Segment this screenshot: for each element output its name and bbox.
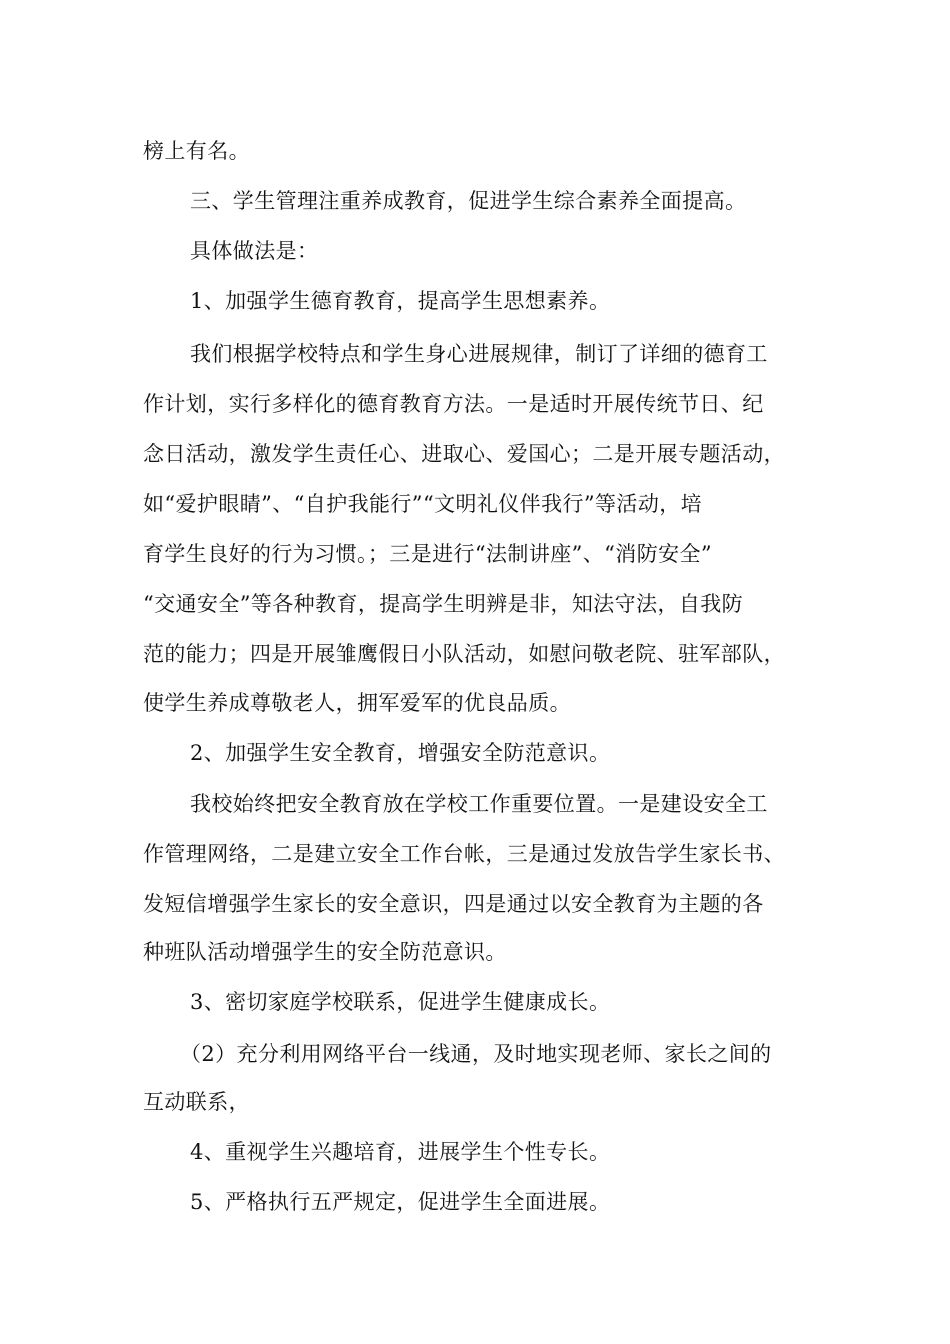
paragraph-line: （2）充分利用网络平台一线通，及时地实现老师、家长之间的	[180, 1042, 772, 1066]
paragraph-line: 具体做法是：	[190, 239, 319, 263]
paragraph-line: 发短信增强学生家长的安全意识，四是通过以安全教育为主题的各	[143, 892, 764, 916]
paragraph-line: “交通安全”等各种教育，提高学生明辨是非，知法守法，自我防	[143, 592, 744, 616]
paragraph-line: 育学生良好的行为习惯。；三是进行“法制讲座”、“消防安全”	[143, 542, 713, 566]
paragraph-line: 如“爱护眼睛”、“自护我能行”“文明礼仪伴我行”等活动，培	[143, 492, 703, 516]
paragraph-line: 使学生养成尊敬老人，拥军爱军的优良品质。	[143, 691, 571, 715]
item-heading: 3、密切家庭学校联系，促进学生健康成长。	[190, 990, 611, 1014]
paragraph-line: 种班队活动增强学生的安全防范意识。	[143, 940, 507, 964]
item-heading: 4、重视学生兴趣培育，进展学生个性专长。	[190, 1140, 611, 1164]
paragraph-line: 我校始终把安全教育放在学校工作重要位置。一是建设安全工	[190, 792, 768, 816]
paragraph-line: 榜上有名。	[143, 139, 250, 163]
item-heading: 1、加强学生德育教育，提高学生思想素养。	[190, 289, 611, 313]
paragraph-line: 范的能力；四是开展雏鹰假日小队活动，如慰问敬老院、驻军部队，	[143, 642, 785, 666]
paragraph-line: 互动联系，	[143, 1090, 250, 1114]
section-heading: 三、学生管理注重养成教育，促进学生综合素养全面提高。	[190, 189, 747, 213]
item-heading: 2、加强学生安全教育，增强安全防范意识。	[190, 741, 611, 765]
paragraph-line: 念日活动，激发学生责任心、进取心、爱国心；二是开展专题活动，	[143, 442, 785, 466]
item-heading: 5、严格执行五严规定，促进学生全面进展。	[190, 1190, 611, 1214]
paragraph-line: 作计划，实行多样化的德育教育方法。一是适时开展传统节日、纪	[143, 392, 764, 416]
paragraph-line: 我们根据学校特点和学生身心进展规律，制订了详细的德育工	[190, 342, 768, 366]
paragraph-line: 作管理网络，二是建立安全工作台帐，三是通过发放告学生家长书、	[143, 842, 785, 866]
